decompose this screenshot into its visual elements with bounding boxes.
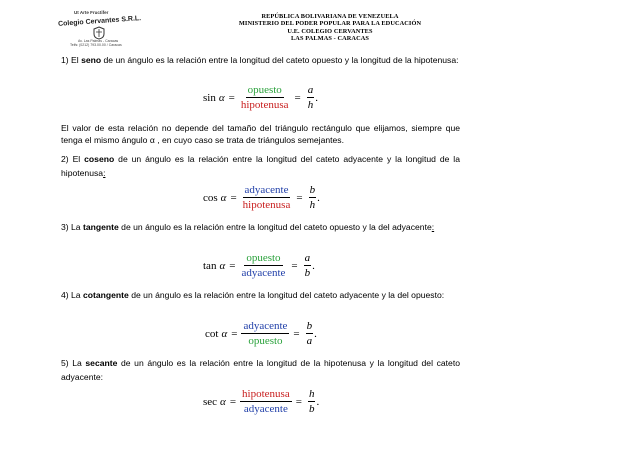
header-line-2: MINISTERIO DEL PODER POPULAR PARA LA EDUCACIÓN: [238, 20, 422, 28]
seno-formula: sin α = $\frac{\text{opuesto}}{\text{hipotenusa}}$ = $\frac{a}{h}$ .: [203, 84, 318, 111]
tangente-formula: tan α = $\frac{\text{opuesto}}{\text{adyacente}}$ = $\frac{a}{b}$ .: [203, 252, 315, 279]
formula-func: cot: [205, 327, 219, 340]
term-tangente: tangente: [82, 222, 119, 232]
formula-var: α: [218, 91, 225, 104]
word-fraction: [240, 388, 292, 415]
word-fraction: [239, 84, 291, 111]
word-fraction: [239, 252, 287, 279]
seno-definition: 1) El seno de un ángulo es la relación entre la longitud del cateto opuesto y la longitud de la hipotenusa:: [61, 55, 459, 65]
word-fraction: [241, 184, 293, 211]
fraction-denominator: opuesto: [248, 335, 283, 347]
formula-func: tan: [203, 259, 217, 272]
coseno-definition: 2) El coseno de un ángulo es la relación entre la longitud del cateto adyacente y la longitud de la hipotenusa:: [61, 154, 460, 178]
formula-func: sin: [203, 91, 216, 104]
equals-sign: =: [295, 395, 302, 408]
logo-school-name: Colegio Cervantes S.R.L.: [57, 15, 142, 28]
equals-sign: =: [230, 191, 237, 204]
letter-fraction: $\frac{a}{b}$: [304, 252, 311, 279]
fraction-denominator: hipotenusa: [242, 199, 291, 211]
coseno-formula: cos α = $\frac{\text{adyacente}}{\text{hipotenusa}}$ = $\frac{b}{h}$ .: [203, 184, 320, 211]
letter-fraction: $\frac{b}{a}$: [306, 320, 313, 347]
formula-var: α: [220, 191, 227, 204]
secante-formula: sec α = $\frac{\text{hipotenusa}}{\text{adyacente}}$ = $\frac{h}{b}$ .: [203, 388, 320, 415]
equals-sign: =: [296, 191, 303, 204]
equals-sign: =: [231, 327, 238, 340]
fraction-numerator: hipotenusa: [242, 388, 290, 400]
fraction-denominator: adyacente: [243, 403, 288, 415]
school-logo: [56, 10, 148, 48]
cotangente-definition: 4) La cotangente de un ángulo es la relación entre la longitud del cateto adyacente y la del opuesto:: [61, 290, 445, 300]
header-line-3: U.E. COLEGIO CERVANTES: [287, 27, 373, 35]
letter-fraction: $\frac{a}{h}$: [307, 84, 314, 111]
letter-fraction: $\frac{h}{b}$: [308, 388, 315, 415]
logo-address: Av. Las Palmas - Caracas: [78, 39, 119, 43]
fraction-numerator: opuesto: [246, 252, 281, 264]
tangente-definition: 3) La tangente de un ángulo es la relación entre la longitud del cateto opuesto y la del adyacente:: [61, 222, 435, 232]
term-seno: seno: [81, 55, 102, 65]
equals-sign: =: [293, 327, 300, 340]
logo-motto: Ut Arte Fructifer: [74, 10, 109, 15]
formula-func: sec: [203, 395, 218, 408]
fraction-numerator: adyacente: [243, 320, 288, 332]
fraction-denominator: hipotenusa: [240, 99, 289, 111]
word-fraction: [241, 320, 289, 347]
term-cotangente: cotangente: [82, 290, 129, 300]
logo-phones: Telfs: (0212) 793.00.00 / Caracas: [70, 43, 122, 47]
fraction-denominator: adyacente: [241, 267, 286, 279]
crest-icon: [92, 26, 106, 40]
equals-sign: =: [229, 395, 237, 408]
term-coseno: coseno: [84, 154, 115, 164]
equals-sign: =: [294, 91, 301, 104]
fraction-numerator: adyacente: [244, 184, 289, 196]
equals-sign: =: [229, 259, 236, 272]
letter-fraction: $\frac{b}{h}$: [309, 184, 316, 211]
formula-var: α: [220, 395, 226, 408]
term-secante: secante: [85, 358, 118, 368]
header-line-4: LAS PALMAS - CARACAS: [291, 34, 369, 42]
document-header: [200, 13, 460, 42]
equals-sign: =: [228, 91, 235, 104]
secante-definition: 5) La secante de un ángulo es la relación entre la longitud de la hipotenusa y la longitud del cateto adyacente:: [61, 358, 460, 382]
equals-sign: =: [291, 259, 298, 272]
fraction-numerator: opuesto: [247, 84, 282, 96]
formula-func: cos: [203, 191, 218, 204]
note-paragraph: El valor de esta relación no depende del tamaño del triángulo rectángulo que elijamos, siempre que tenga el mismo ángulo α , en cuyo caso se trata de triángulos semejantes.: [61, 123, 460, 145]
formula-var: α: [219, 259, 226, 272]
header-line-1: REPÚBLICA BOLIVARIANA DE VENEZUELA: [261, 13, 399, 20]
formula-var: α: [221, 327, 228, 340]
cotangente-formula: cot α = $\frac{\text{adyacente}}{\text{opuesto}}$ = $\frac{b}{a}$ .: [205, 320, 317, 347]
